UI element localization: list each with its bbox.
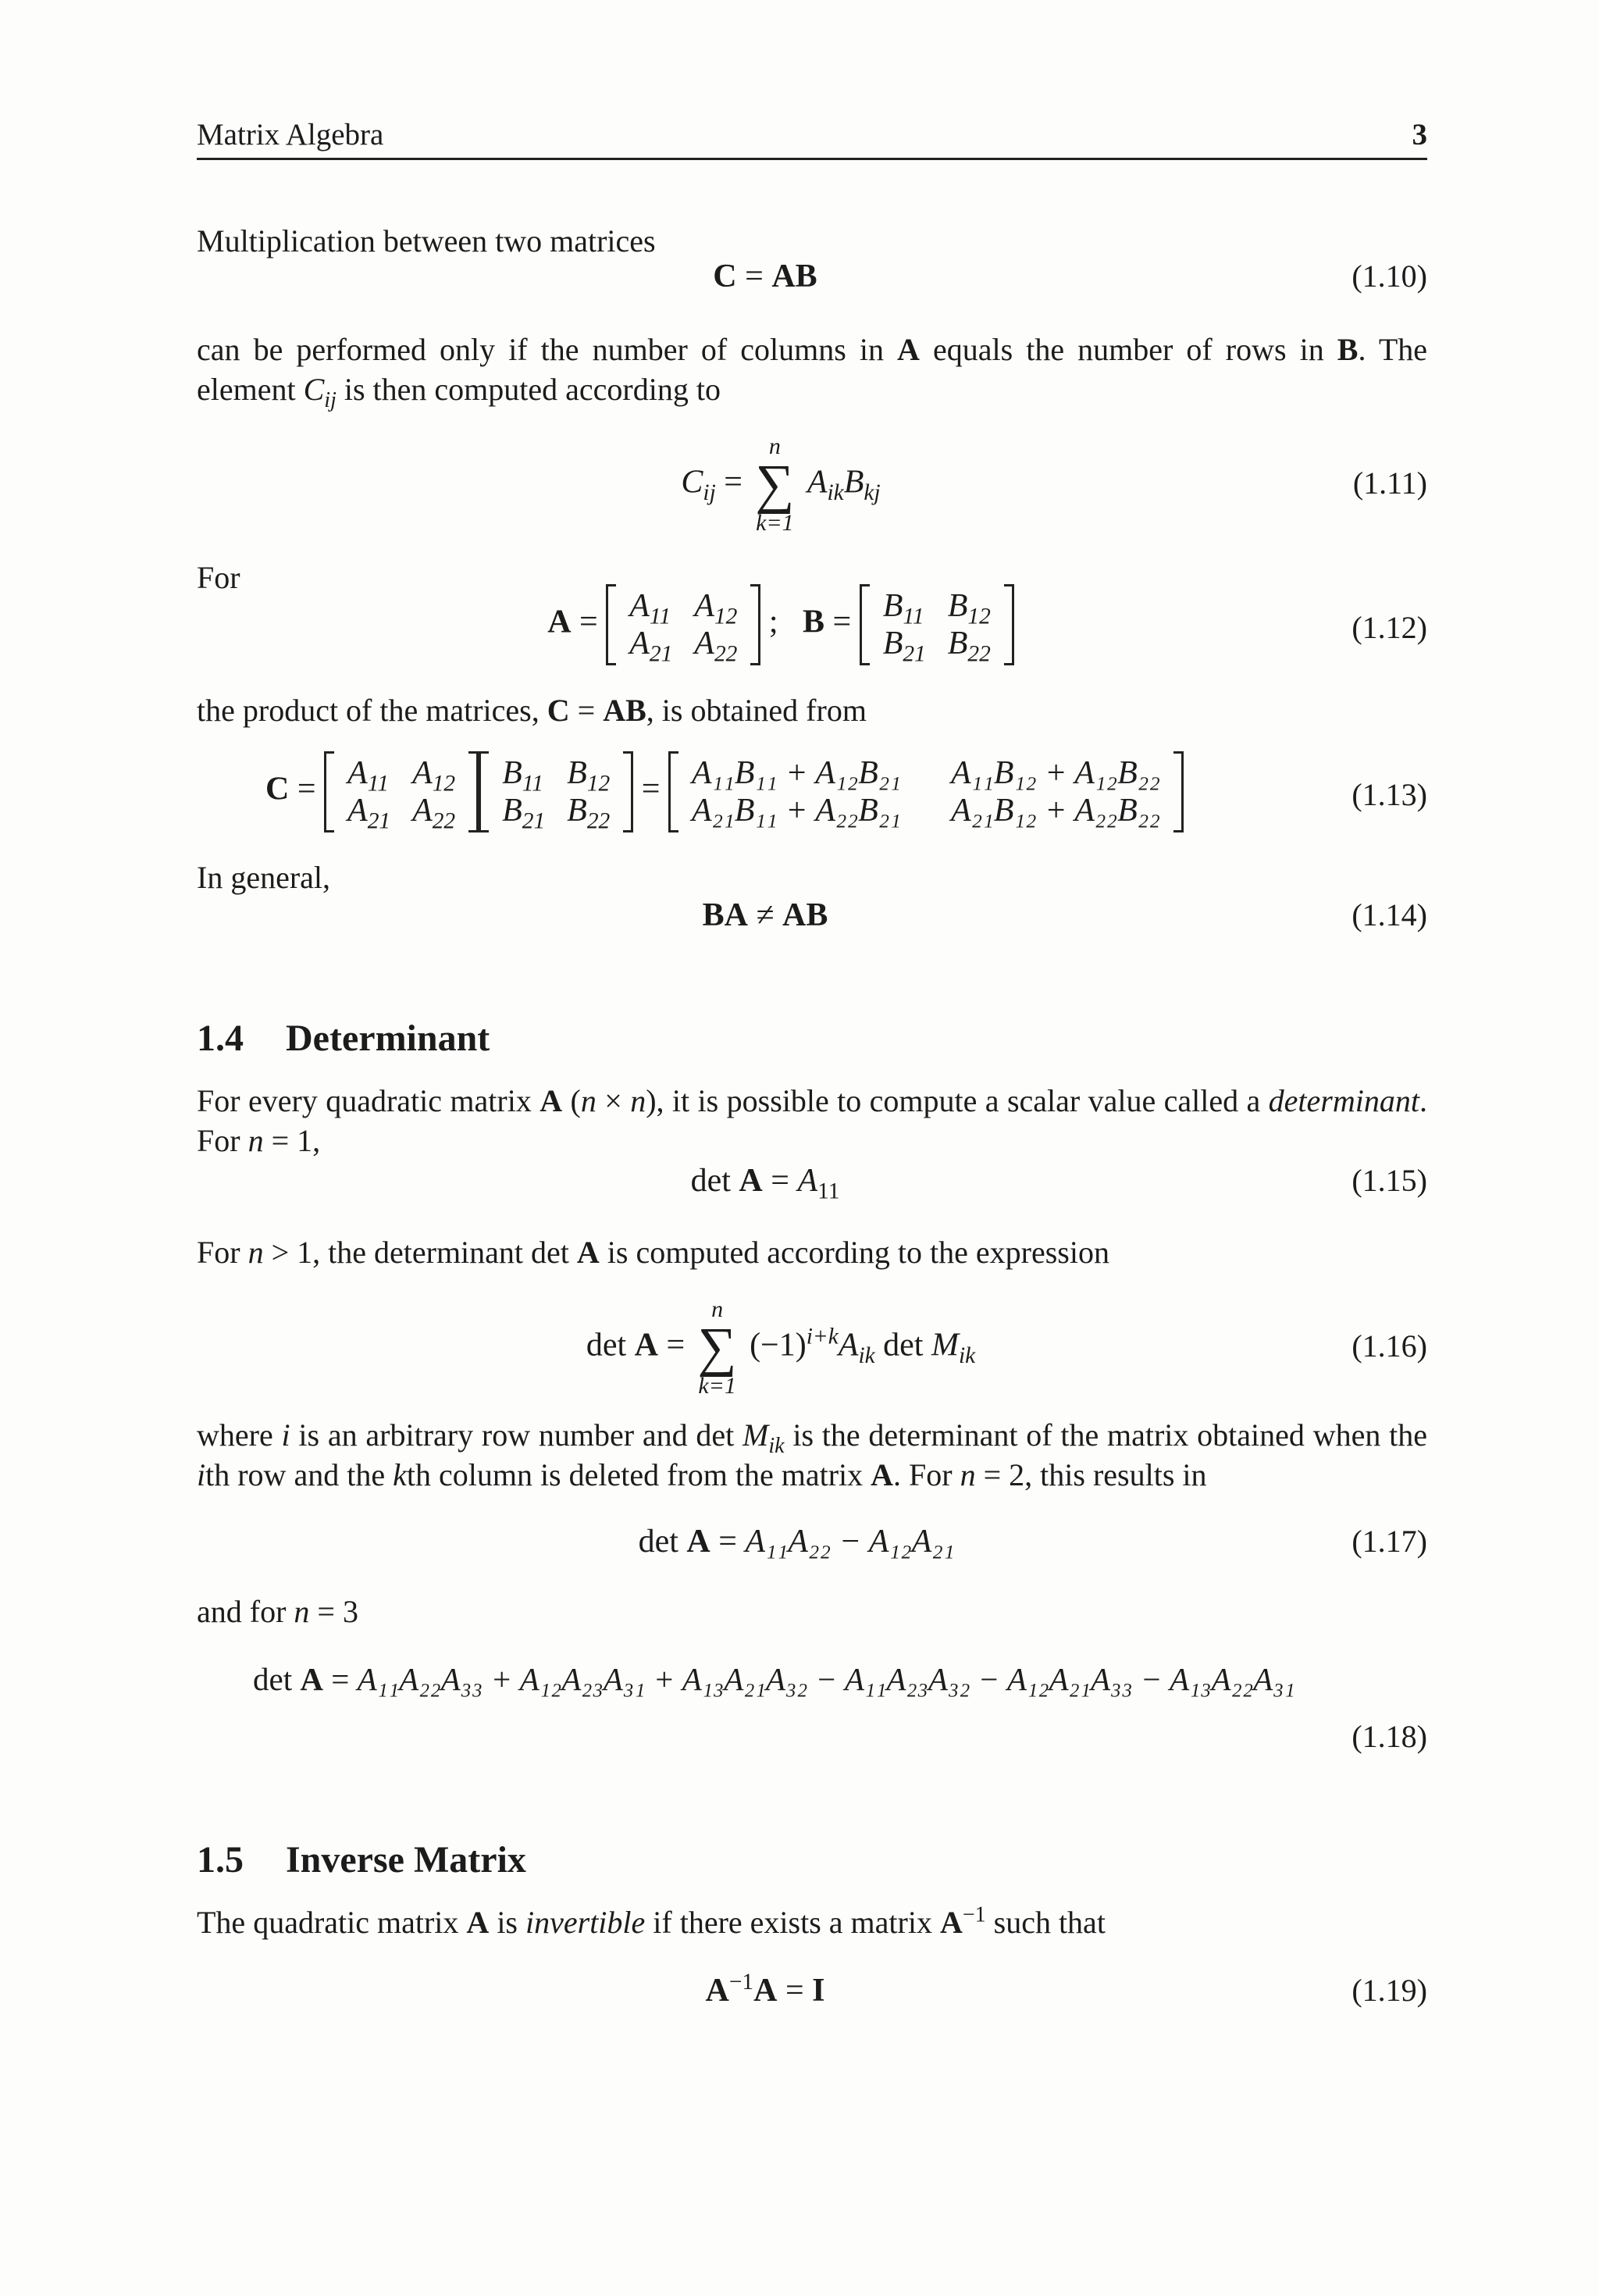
summation: n ∑ k=1 bbox=[755, 433, 795, 536]
paragraph: For every quadratic matrix A (n × n), it is possible to compute a scalar value called a determinant. For n = 1, bbox=[197, 1083, 1427, 1158]
summation: n ∑ k=1 bbox=[697, 1296, 737, 1399]
matrix-b: $B_{11}$ $B_{12}$ $B_{21}$ $B_{22}$ bbox=[860, 587, 1014, 662]
equation-number: (1.10) bbox=[1351, 258, 1427, 294]
paragraph: can be performed only if the number of columns in A equals the number of rows in B. The element $C_{ij}$ is then computed according to bbox=[197, 332, 1428, 412]
section-heading: 1.4 Determinant bbox=[197, 1018, 490, 1059]
section-heading: 1.5 Inverse Matrix bbox=[197, 1839, 526, 1881]
equation-number: (1.11) bbox=[1352, 465, 1427, 501]
equation-1-19: $A^{-1}A = I$ (1.19) bbox=[705, 1970, 1427, 2009]
paragraph: and for n = 3 bbox=[197, 1594, 358, 1629]
paragraph: Multiplication between two matrices bbox=[197, 223, 656, 258]
paragraph: The quadratic matrix A is invertible if there exists a matrix $A^{-1}$ such that bbox=[197, 1902, 1106, 1940]
matrix-b: $B_{11}$ $B_{12}$ $B_{21}$ $B_{22}$ bbox=[479, 754, 633, 829]
paragraph: In general, bbox=[197, 860, 331, 895]
equation-1-12: A = $A_{11}$ $A_{12}$ $A_{21}$ $A_{22}$ ; B = $B_{11}$ $B_{12}$ $B_{21}$ $B_{22}$ (1.12) bbox=[547, 588, 1427, 667]
equation-number: (1.12) bbox=[1351, 610, 1427, 645]
paragraph: For n > 1, the determinant det A is computed according to the expression bbox=[197, 1235, 1109, 1270]
equation-1-10: C = AB (1.10) bbox=[713, 258, 1427, 294]
equation-number: (1.18) bbox=[1351, 1719, 1427, 1754]
equation-number: (1.16) bbox=[1351, 1328, 1427, 1364]
equation-1-14: BA ≠ AB (1.14) bbox=[702, 897, 1427, 933]
matrix-a: $A_{11}$ $A_{12}$ $A_{21}$ $A_{22}$ bbox=[606, 587, 760, 662]
matrix-product: A₁₁B₁₁ + A₁₂B₂₁ A₁₁B₁₂ + A₁₂B₂₂ A₂₁B₁₁ + A₂₂B₂₁ A₂₁B₁₂ + A₂₂B₂₂ bbox=[668, 754, 1184, 829]
running-header bbox=[197, 114, 1427, 160]
paragraph: the product of the matrices, C = AB, is obtained from bbox=[197, 693, 867, 728]
matrix-a: $A_{11}$ $A_{12}$ $A_{21}$ $A_{22}$ bbox=[324, 754, 479, 829]
equation-1-16: det A = n ∑ k=1 $(-1)^{i+k}A_{ik}$ $\det M_{ik}$ (1.16) bbox=[586, 1296, 1427, 1399]
equation-1-11: $C_{ij} = n$ ∑ k=1 $A_{ik}B_{kj}$ (1.11) bbox=[681, 433, 1427, 536]
equation-number: (1.15) bbox=[1351, 1163, 1427, 1198]
page-number: 3 bbox=[1412, 118, 1427, 152]
equation-1-13: C = $A_{11}$ $A_{12}$ $A_{21}$ $A_{22}$ $B_{11}$ $B_{12}$ $B_{21}$ $B_{22}$ = A₁₁B₁₁ + A₁₂B₂₁ A₁₁B₁₂ + A₁₂B₂₂ A₂₁B₁₁ + A₂₂B₂₁ A₂₁B₁₂ + A₂₂B₂₂ (1.13) bbox=[265, 755, 1427, 834]
running-header-title: Matrix Algebra bbox=[197, 118, 384, 152]
equation-1-15: $\det A = A_{11}$ (1.15) bbox=[690, 1163, 1427, 1204]
equation-number: (1.17) bbox=[1351, 1524, 1427, 1559]
paragraph: where i is an arbitrary row number and $\det M_{ik}$ is the determinant of the matrix obtained when the ith row and the kth column is deleted from the matrix A. For n = 2, this results in bbox=[197, 1417, 1427, 1492]
equation-number: (1.13) bbox=[1351, 777, 1427, 812]
paragraph: For bbox=[197, 560, 240, 595]
equation-number: (1.14) bbox=[1351, 897, 1427, 932]
equation-1-18: det A = A₁₁A₂₂A₃₃ + A₁₂A₂₃A₃₁ + A₁₃A₂₁A₃₂ − A₁₁A₂₃A₃₂ − A₁₂A₂₁A₃₃ − A₁₃A₂₂A₃₁ bbox=[253, 1661, 1295, 1697]
equation-number: (1.19) bbox=[1351, 1973, 1427, 2008]
equation-1-17: det A = A₁₁A₂₂ − A₁₂A₂₁ (1.17) bbox=[638, 1524, 1427, 1560]
page bbox=[197, 0, 1427, 2296]
equation-1-18-number-line bbox=[197, 1718, 1427, 1759]
